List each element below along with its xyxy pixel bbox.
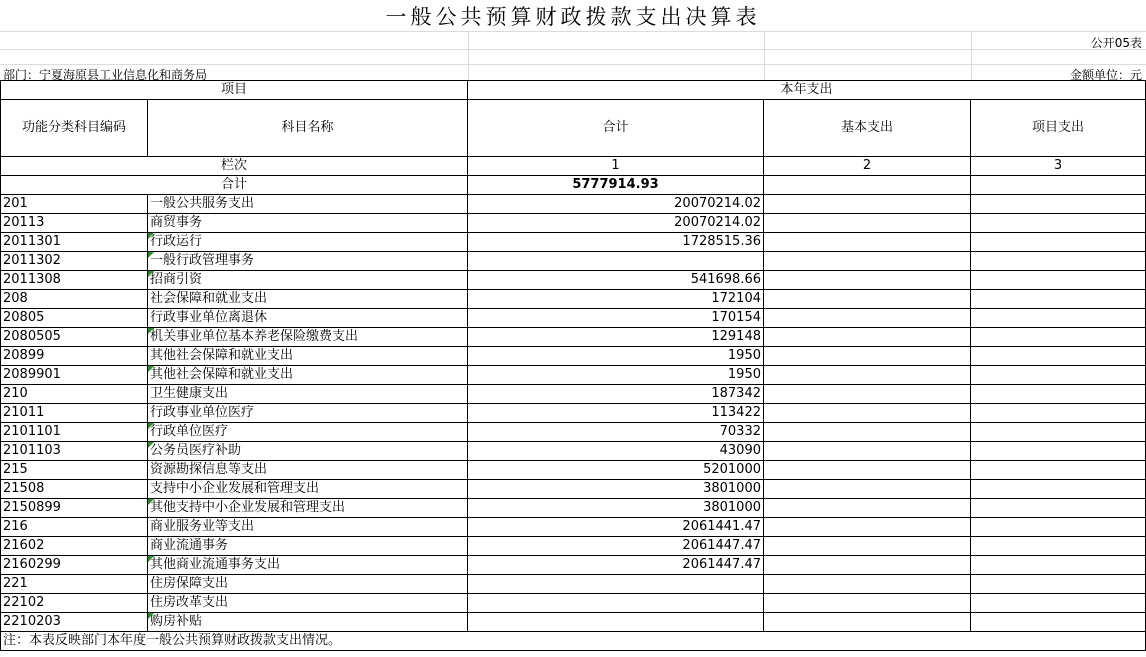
- row-project: [971, 252, 1146, 271]
- row-name: 商业流通事务: [148, 537, 468, 556]
- row-project: [971, 442, 1146, 461]
- row-name: 招商引资: [148, 271, 468, 290]
- row-total: 170154: [468, 309, 764, 328]
- row-code: 20113: [1, 214, 148, 233]
- table-row: [1, 423, 1146, 442]
- row-project: [971, 328, 1146, 347]
- row-code: 2150899: [1, 499, 148, 518]
- row-name: 商贸事务: [148, 214, 468, 233]
- table-row: [1, 556, 1146, 575]
- row-total: 70332: [468, 423, 764, 442]
- table-row: [1, 537, 1146, 556]
- row-project: [971, 556, 1146, 575]
- sum-project: [971, 176, 1146, 195]
- row-total: 43090: [468, 442, 764, 461]
- row-code: 2011301: [1, 233, 148, 252]
- expenditure-table: [0, 80, 1146, 651]
- row-basic: [764, 404, 971, 423]
- row-code: 21011: [1, 404, 148, 423]
- row-code: 210: [1, 385, 148, 404]
- row-basic: [764, 252, 971, 271]
- row-code: 215: [1, 461, 148, 480]
- row-project: [971, 309, 1146, 328]
- sum-row: [1, 176, 1146, 195]
- row-code: 216: [1, 518, 148, 537]
- row-project: [971, 271, 1146, 290]
- row-total: 113422: [468, 404, 764, 423]
- department-label: 部门：宁夏海原县工业信息化和商务局: [3, 68, 208, 82]
- row-basic: [764, 537, 971, 556]
- row-basic: [764, 347, 971, 366]
- form-number: 公开05表: [1090, 36, 1142, 50]
- row-total: 20070214.02: [468, 195, 764, 214]
- row-total: 3801000: [468, 499, 764, 518]
- row-project: [971, 347, 1146, 366]
- header-basic: 基本支出: [764, 100, 971, 157]
- row-code: 2160299: [1, 556, 148, 575]
- row-total: [468, 252, 764, 271]
- row-code: 2089901: [1, 366, 148, 385]
- table-row: [1, 575, 1146, 594]
- row-project: [971, 195, 1146, 214]
- row-total: [468, 613, 764, 632]
- row-code: 221: [1, 575, 148, 594]
- row-code: 2101103: [1, 442, 148, 461]
- gridline: [0, 64, 1146, 65]
- row-name: 住房改革支出: [148, 594, 468, 613]
- table-row: [1, 499, 1146, 518]
- row-total: 187342: [468, 385, 764, 404]
- column-number-row: [1, 157, 1146, 176]
- row-total: 1728515.36: [468, 233, 764, 252]
- row-code: 2101101: [1, 423, 148, 442]
- row-name: 一般行政管理事务: [148, 252, 468, 271]
- header-row-1: [1, 81, 1146, 100]
- gridline: [468, 31, 469, 80]
- header-total: 合计: [468, 100, 764, 157]
- row-basic: [764, 556, 971, 575]
- row-basic: [764, 480, 971, 499]
- row-basic: [764, 290, 971, 309]
- row-project: [971, 480, 1146, 499]
- column-number-label: 栏次: [1, 157, 468, 176]
- row-basic: [764, 328, 971, 347]
- row-code: 21508: [1, 480, 148, 499]
- table-row: [1, 404, 1146, 423]
- unit-label: 金额单位：元: [1069, 68, 1142, 82]
- row-name: 卫生健康支出: [148, 385, 468, 404]
- row-name: 住房保障支出: [148, 575, 468, 594]
- row-project: [971, 613, 1146, 632]
- row-code: 20805: [1, 309, 148, 328]
- row-total: 2061447.47: [468, 537, 764, 556]
- row-basic: [764, 442, 971, 461]
- row-total: 129148: [468, 328, 764, 347]
- row-name: 资源勘探信息等支出: [148, 461, 468, 480]
- row-name: 行政事业单位医疗: [148, 404, 468, 423]
- row-name: 购房补贴: [148, 613, 468, 632]
- header-current-year: 本年支出: [468, 81, 1146, 100]
- row-name: 行政事业单位离退休: [148, 309, 468, 328]
- row-project: [971, 537, 1146, 556]
- row-name: 商业服务业等支出: [148, 518, 468, 537]
- sum-value: 5777914.93: [468, 176, 764, 195]
- row-name: 其他社会保障和就业支出: [148, 366, 468, 385]
- row-project: [971, 499, 1146, 518]
- table-row: [1, 613, 1146, 632]
- table-row: [1, 271, 1146, 290]
- row-total: [468, 575, 764, 594]
- header-row-2: [1, 100, 1146, 157]
- row-name: 行政运行: [148, 233, 468, 252]
- note-row: [1, 632, 1146, 651]
- row-code: 2011308: [1, 271, 148, 290]
- row-basic: [764, 613, 971, 632]
- row-basic: [764, 366, 971, 385]
- sum-basic: [764, 176, 971, 195]
- row-code: 20899: [1, 347, 148, 366]
- row-project: [971, 366, 1146, 385]
- header-project: 项目支出: [971, 100, 1146, 157]
- table-row: [1, 442, 1146, 461]
- table-row: [1, 385, 1146, 404]
- row-code: 22102: [1, 594, 148, 613]
- row-name: 社会保障和就业支出: [148, 290, 468, 309]
- row-total: 541698.66: [468, 271, 764, 290]
- row-total: 2061441.47: [468, 518, 764, 537]
- column-number-2: 2: [764, 157, 971, 176]
- table-row: [1, 195, 1146, 214]
- row-code: 21602: [1, 537, 148, 556]
- row-name: 一般公共服务支出: [148, 195, 468, 214]
- row-basic: [764, 195, 971, 214]
- table-row: [1, 309, 1146, 328]
- row-project: [971, 290, 1146, 309]
- row-name: 支持中小企业发展和管理支出: [148, 480, 468, 499]
- gridline: [764, 31, 765, 80]
- note: 注：本表反映部门本年度一般公共预算财政拨款支出情况。: [1, 632, 1146, 651]
- row-total: [468, 594, 764, 613]
- row-basic: [764, 214, 971, 233]
- row-basic: [764, 499, 971, 518]
- row-basic: [764, 385, 971, 404]
- table-row: [1, 366, 1146, 385]
- table-row: [1, 347, 1146, 366]
- table-row: [1, 480, 1146, 499]
- row-code: 2210203: [1, 613, 148, 632]
- row-project: [971, 233, 1146, 252]
- row-code: 201: [1, 195, 148, 214]
- column-number-3: 3: [971, 157, 1146, 176]
- table-row: [1, 290, 1146, 309]
- row-name: 其他支持中小企业发展和管理支出: [148, 499, 468, 518]
- row-project: [971, 575, 1146, 594]
- row-total: 20070214.02: [468, 214, 764, 233]
- gridline: [0, 49, 1146, 50]
- row-project: [971, 594, 1146, 613]
- header-name: 科目名称: [148, 100, 468, 157]
- row-project: [971, 423, 1146, 442]
- row-code: 208: [1, 290, 148, 309]
- row-total: 1950: [468, 347, 764, 366]
- row-basic: [764, 233, 971, 252]
- page-title: 一般公共预算财政拨款支出决算表: [385, 5, 761, 29]
- header-item: 项目: [1, 81, 468, 100]
- table-row: [1, 518, 1146, 537]
- table-row: [1, 461, 1146, 480]
- row-total: 172104: [468, 290, 764, 309]
- row-code: 2011302: [1, 252, 148, 271]
- row-basic: [764, 594, 971, 613]
- row-basic: [764, 271, 971, 290]
- row-basic: [764, 575, 971, 594]
- column-number-1: 1: [468, 157, 764, 176]
- row-name: 机关事业单位基本养老保险缴费支出: [148, 328, 468, 347]
- row-project: [971, 461, 1146, 480]
- table-row: [1, 252, 1146, 271]
- row-total: 3801000: [468, 480, 764, 499]
- row-total: 5201000: [468, 461, 764, 480]
- row-name: 行政单位医疗: [148, 423, 468, 442]
- row-name: 公务员医疗补助: [148, 442, 468, 461]
- row-basic: [764, 423, 971, 442]
- table-row: [1, 214, 1146, 233]
- row-project: [971, 518, 1146, 537]
- table-row: [1, 233, 1146, 252]
- row-basic: [764, 309, 971, 328]
- sum-label: 合计: [1, 176, 468, 195]
- row-code: 2080505: [1, 328, 148, 347]
- row-basic: [764, 461, 971, 480]
- row-project: [971, 214, 1146, 233]
- row-total: 2061447.47: [468, 556, 764, 575]
- row-name: 其他社会保障和就业支出: [148, 347, 468, 366]
- row-project: [971, 385, 1146, 404]
- row-total: 1950: [468, 366, 764, 385]
- table-row: [1, 594, 1146, 613]
- header-code: 功能分类科目编码: [1, 100, 148, 157]
- gridline: [971, 31, 972, 80]
- row-name: 其他商业流通事务支出: [148, 556, 468, 575]
- row-basic: [764, 518, 971, 537]
- row-project: [971, 404, 1146, 423]
- table-row: [1, 328, 1146, 347]
